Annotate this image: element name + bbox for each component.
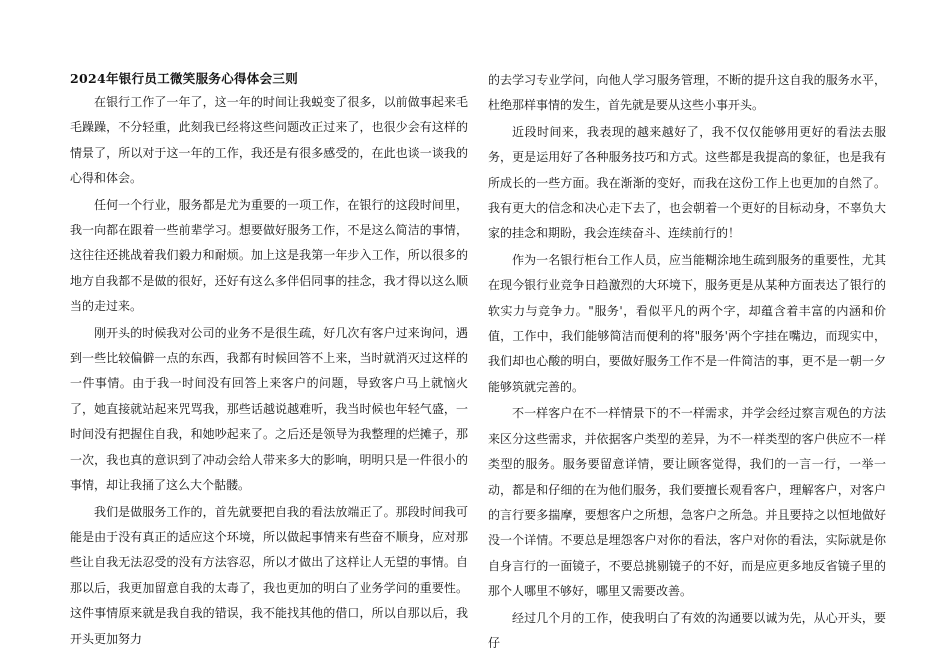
- paragraph: 不一样客户在不一样情景下的不一样需求，并学会经过察言观色的方法来区分这些需求，并依据客户类型的差异，为不一样类型的客户供应不一样类型的服务。服务要留意详情，要让顾客觉得，我们的一言一行，一举一动，都是和仔细的在为他们服务，我们要擅长观看客户，理解客户，对客户的言行要多揣摩，要想客户之所想，急客户之所急。并且要持之以恒地做好没一个详情。不要总是埋怨客户对你的看法，客户对你的看法，实际就是你自身言行的一面镜子，不要总挑剔镜子的不好，而是应更多地反省镜子里的那个人哪里不够好，哪里又需要改善。: [488, 406, 886, 599]
- paragraph: 作为一名银行柜台工作人员，应当能糊涂地生疏到服务的重要性，尤其在现今银行业竞争日趋激烈的大环境下，服务更是从某种方面表达了银行的软实力与竞争力。"服务'，看似平凡的两个字，却蕴含着丰富的内涵和价值，工作中，我们能够简洁而便利的将"服务'两个字挂在嘴边，而现实中，我们却也心酸的明白，要做好服务工作不是一件简洁的事，更不是一朝一夕能够筑就完善的。: [488, 252, 886, 394]
- paragraph: 我们是做服务工作的，首先就要把自我的看法放端正了。那段时间我可能是由于没有真正的适应这个环境，所以做起事情来有些奋不顺身，应对那些让自我无法忍受的没有方法容忍，所以才做出了这样让人无望的事情。自那以后，我更加留意自我的太毒了，我也更加的明白了业务学问的重要性。这件事情原来就是我自我的错误，我不能找其他的借口，所以自那以后，我开头更加努力: [70, 504, 468, 646]
- paragraph: 经过几个月的工作，使我明白了有效的沟通要以诚为先，从心开头，要仔: [488, 610, 886, 650]
- right-column: [488, 68, 886, 657]
- document-title: 2024年银行员工微笑服务心得体会三则: [70, 71, 298, 86]
- paragraph: 近段时间来，我表现的越来越好了，我不仅仅能够用更好的看法去服务，更是运用好了各种服务技巧和方式。这些都是我提高的象征，也是我有所成长的一些方面。我在渐渐的变好，而我在这份工作上也更加的自然了。我有更大的信念和决心走下去了，也会朝着一个更好的目标动身，不辜负大家的挂念和期盼，我会连续奋斗、连续前行的！: [488, 124, 886, 241]
- paragraph: 任何一个行业，服务都是尤为重要的一项工作，在银行的这段时间里，我一向都在跟着一些前辈学习。想要做好服务工作，不是这么简洁的事情，这往往还挑战着我们毅力和耐烦。加上这是我第一年步入工作，所以很多的地方自我都不是做的很好，还好有这么多伴侣同事的挂念，我才得以这么顺当的走过来。: [70, 197, 468, 314]
- left-column: [70, 68, 468, 653]
- paragraph-continued: 的去学习专业学问，向他人学习服务管理，不断的提升这自我的服务水平，杜绝那样事情的发生，首先就是要从这些小事开头。: [488, 73, 886, 113]
- paragraph: 在银行工作了一年了，这一年的时间让我蜕变了很多，以前做事起来毛毛躁躁，不分轻重，此刻我已经将这些问题改正过来了，也很少会有这样的情景了，所以对于这一年的工作，我还是有很多感受的，在此也谈一谈我的心得和体会。: [70, 95, 468, 186]
- paragraph: 刚开头的时候我对公司的业务不是很生疏，好几次有客户过来询问，遇到一些比较偏僻一点的东西，我都有时候回答不上来，当时就消灭过这样的一件事情。由于我一时间没有回答上来客户的问题，导致客户马上就恼火了，她直接就站起来咒骂我，那些话越说越难听，我当时候也年轻气盛，一时间没有把握住自我，和她吵起来了。之后还是领导为我整理的烂摊子，那一次，我也真的意识到了冲动会给人带来多大的影响，明明只是一件很小的事情，却让我捅了这么大个骷髅。: [70, 325, 468, 493]
